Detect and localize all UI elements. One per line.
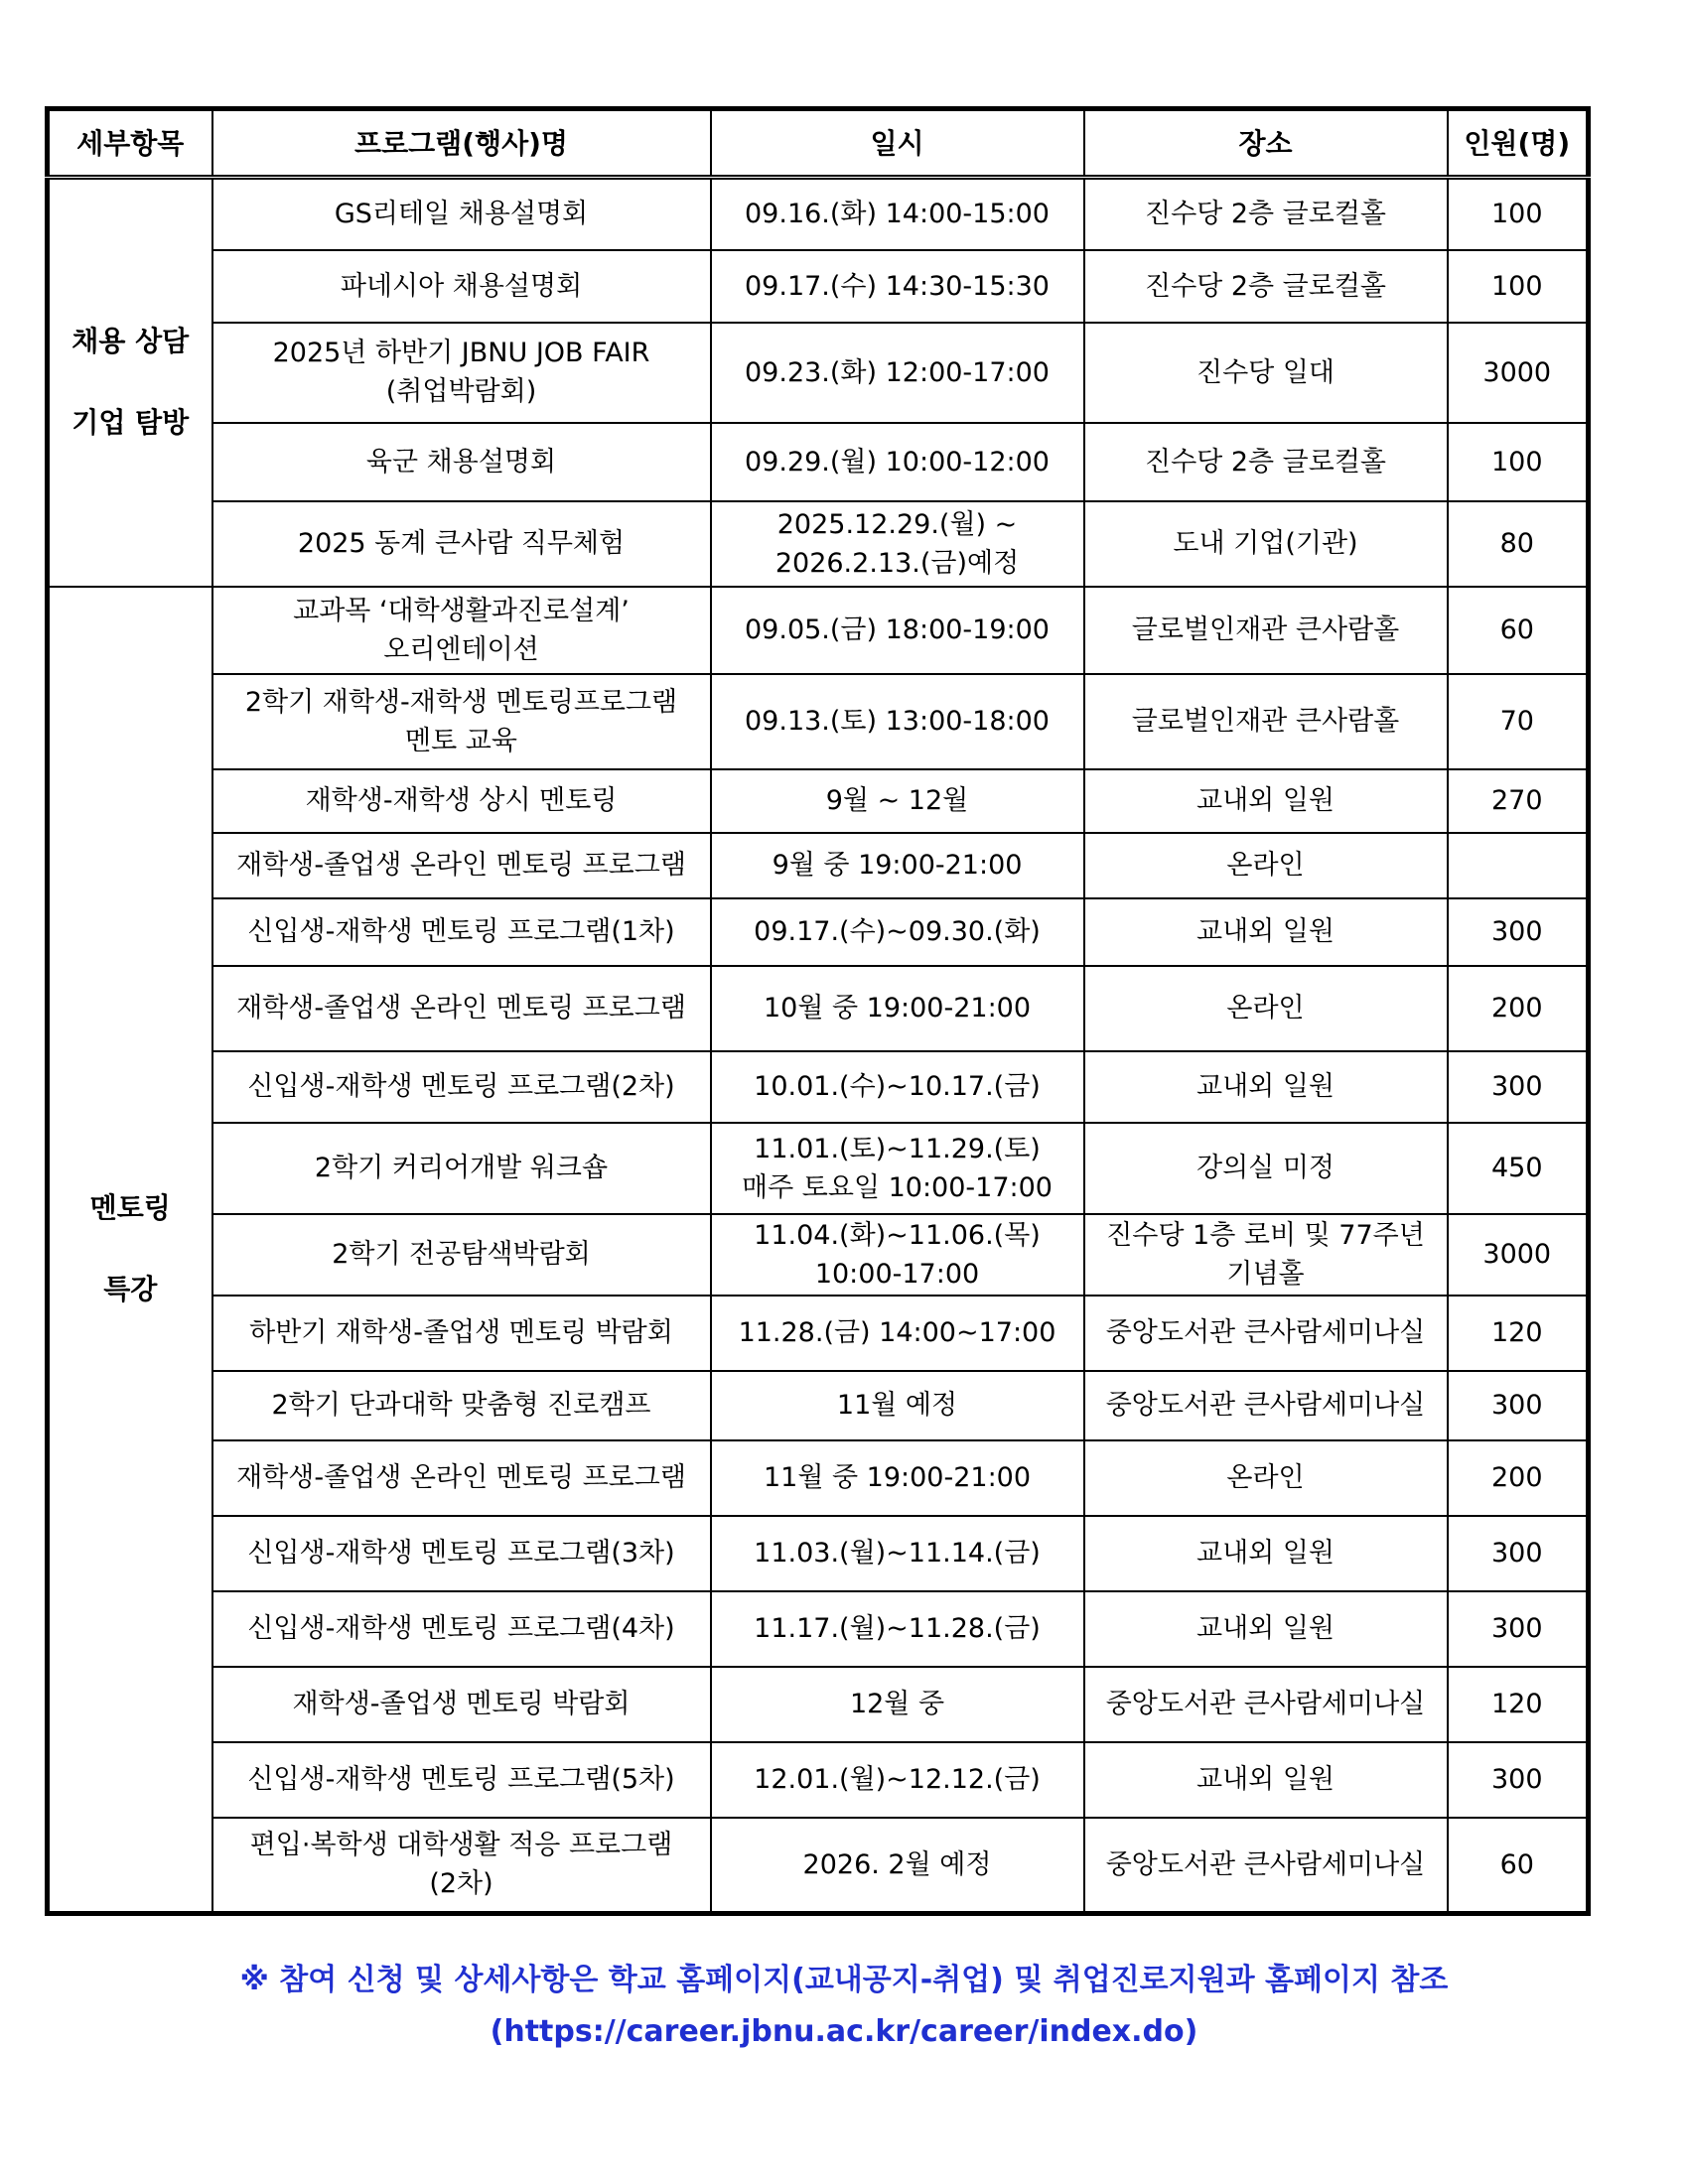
place-cell xyxy=(1084,1440,1448,1516)
count-cell: 200 xyxy=(1448,1440,1589,1516)
place-cell xyxy=(1084,1742,1448,1818)
program-cell xyxy=(212,501,711,587)
header-count: 인원(명) xyxy=(1448,109,1589,178)
place-cell xyxy=(1084,1516,1448,1591)
place-cell xyxy=(1084,1051,1448,1123)
cell-line: 오리엔테이션 xyxy=(383,633,539,665)
schedule-sheet xyxy=(45,106,1586,1916)
program-cell xyxy=(212,1818,711,1914)
table-row xyxy=(48,1123,1589,1214)
cell-line: 2학기 전공탐색박람회 xyxy=(332,1239,591,1270)
place-cell xyxy=(1084,323,1448,423)
cell-line: 09.16.(화) 14:00-15:00 xyxy=(745,199,1050,230)
count-cell: 60 xyxy=(1448,587,1589,674)
cell-line: 09.29.(월) 10:00-12:00 xyxy=(745,446,1050,478)
cell-line: 2학기 단과대학 맞춤형 진로캠프 xyxy=(271,1390,651,1421)
cell-line: 글로벌인재관 큰사람홀 xyxy=(1131,706,1400,737)
place-cell xyxy=(1084,501,1448,587)
cell-line: 재학생-졸업생 멘토링 박람회 xyxy=(292,1689,631,1719)
cell-line: 신입생-재학생 멘토링 프로그램(5차) xyxy=(247,1764,675,1795)
place-cell xyxy=(1084,966,1448,1051)
datetime-cell xyxy=(711,966,1084,1051)
place-cell xyxy=(1084,769,1448,833)
datetime-cell xyxy=(711,1742,1084,1818)
cell-line: 재학생-졸업생 온라인 멘토링 프로그램 xyxy=(236,850,686,881)
datetime-cell xyxy=(711,1051,1084,1123)
datetime-cell xyxy=(711,769,1084,833)
category-cell xyxy=(48,178,212,587)
count-cell: 300 xyxy=(1448,898,1589,966)
place-cell xyxy=(1084,1123,1448,1214)
table-row xyxy=(48,674,1589,769)
table-row xyxy=(48,1051,1589,1123)
datetime-cell xyxy=(711,587,1084,674)
cell-line: 11.03.(월)~11.14.(금) xyxy=(754,1538,1041,1569)
datetime-cell xyxy=(711,1371,1084,1440)
table-row xyxy=(48,966,1589,1051)
count-cell: 100 xyxy=(1448,178,1589,250)
datetime-cell xyxy=(711,674,1084,769)
cell-line: 멘토 교육 xyxy=(405,725,517,756)
program-cell xyxy=(212,898,711,966)
schedule-body xyxy=(48,178,1589,1914)
table-header-row xyxy=(48,109,1589,178)
datetime-cell xyxy=(711,1214,1084,1296)
cell-line: (2차) xyxy=(429,1868,493,1900)
count-cell: 120 xyxy=(1448,1667,1589,1742)
table-row xyxy=(48,423,1589,501)
count-cell: 200 xyxy=(1448,966,1589,1051)
cell-line: 기념홀 xyxy=(1226,1258,1305,1290)
cell-line: 재학생-졸업생 온라인 멘토링 프로그램 xyxy=(236,1462,686,1493)
table-row xyxy=(48,1214,1589,1296)
cell-line: 교과목 ‘대학생활과진로설계’ xyxy=(293,595,630,626)
cell-line: 09.17.(수) 14:30-15:30 xyxy=(745,270,1050,302)
program-cell xyxy=(212,1591,711,1667)
program-cell xyxy=(212,966,711,1051)
program-cell xyxy=(212,323,711,423)
count-cell: 100 xyxy=(1448,250,1589,323)
cell-line: 편입·복학생 대학생활 적응 프로그램 xyxy=(249,1830,673,1861)
cell-line: 중앙도서관 큰사람세미나실 xyxy=(1105,1689,1426,1719)
place-cell xyxy=(1084,1214,1448,1296)
table-row xyxy=(48,323,1589,423)
datetime-cell xyxy=(711,1667,1084,1742)
cell-line: 2학기 재학생-재학생 멘토링프로그램 xyxy=(244,686,678,718)
header-datetime: 일시 xyxy=(711,109,1084,178)
cell-line: 12.01.(월)~12.12.(금) xyxy=(754,1764,1041,1795)
program-cell xyxy=(212,1214,711,1296)
notice-line-1: ※ 참여 신청 및 상세사항은 학교 홈페이지(교내공지-취업) 및 취업진로지원과 홈페이지 참조 xyxy=(239,1963,1449,1997)
table-row xyxy=(48,1440,1589,1516)
cell-line: 신입생-재학생 멘토링 프로그램(3차) xyxy=(247,1538,675,1569)
datetime-cell xyxy=(711,323,1084,423)
cell-line: 2026. 2월 예정 xyxy=(802,1848,992,1880)
cell-line: 진수당 1층 로비 및 77주년 xyxy=(1106,1219,1425,1251)
table-row xyxy=(48,1667,1589,1742)
program-cell xyxy=(212,178,711,250)
notice-url: (https://career.jbnu.ac.kr/career/index.do) xyxy=(490,2014,1198,2049)
cell-line: 중앙도서관 큰사람세미나실 xyxy=(1105,1848,1426,1880)
count-cell: 300 xyxy=(1448,1051,1589,1123)
datetime-cell xyxy=(711,178,1084,250)
place-cell xyxy=(1084,1296,1448,1371)
place-cell xyxy=(1084,898,1448,966)
place-cell xyxy=(1084,1667,1448,1742)
cell-line: 글로벌인재관 큰사람홀 xyxy=(1131,614,1400,645)
cell-line: 강의실 미정 xyxy=(1196,1153,1335,1183)
category-cell xyxy=(48,587,212,1914)
program-cell xyxy=(212,1667,711,1742)
count-cell xyxy=(1448,833,1589,898)
cell-line: 하반기 재학생-졸업생 멘토링 박람회 xyxy=(249,1317,673,1348)
datetime-cell xyxy=(711,1123,1084,1214)
cell-line: 11.01.(토)~11.29.(토) xyxy=(754,1133,1041,1164)
cell-line: 09.05.(금) 18:00-19:00 xyxy=(745,614,1050,645)
schedule-table xyxy=(45,106,1591,1916)
place-cell xyxy=(1084,1591,1448,1667)
datetime-cell xyxy=(711,1591,1084,1667)
program-cell xyxy=(212,1516,711,1591)
header-place: 장소 xyxy=(1084,109,1448,178)
cell-line: 매주 토요일 10:00-17:00 xyxy=(742,1171,1053,1203)
count-cell: 3000 xyxy=(1448,323,1589,423)
datetime-cell xyxy=(711,898,1084,966)
cell-line: 진수당 일대 xyxy=(1196,356,1335,388)
cell-line: 신입생-재학생 멘토링 프로그램(1차) xyxy=(247,916,675,947)
cell-line: 11월 예정 xyxy=(836,1390,958,1421)
datetime-cell xyxy=(711,423,1084,501)
category-label: 채용 상담 xyxy=(71,325,190,358)
datetime-cell xyxy=(711,1440,1084,1516)
cell-line: 중앙도서관 큰사람세미나실 xyxy=(1105,1390,1426,1421)
program-cell xyxy=(212,833,711,898)
cell-line: 11월 중 19:00-21:00 xyxy=(763,1462,1032,1493)
cell-line: 신입생-재학생 멘토링 프로그램(2차) xyxy=(247,1071,675,1102)
program-cell xyxy=(212,250,711,323)
count-cell: 300 xyxy=(1448,1742,1589,1818)
cell-line: 도내 기업(기관) xyxy=(1173,528,1358,559)
count-cell: 80 xyxy=(1448,501,1589,587)
category-label: 특강 xyxy=(103,1273,158,1306)
cell-line: 2026.2.13.(금)예정 xyxy=(774,547,1020,579)
cell-line: 육군 채용설명회 xyxy=(365,446,557,478)
cell-line: 11.17.(월)~11.28.(금) xyxy=(754,1613,1041,1644)
cell-line: 2학기 커리어개발 워크숍 xyxy=(314,1153,609,1183)
cell-line: 11.04.(화)~11.06.(목) xyxy=(754,1219,1041,1251)
cell-line: 진수당 2층 글로컬홀 xyxy=(1145,199,1386,230)
cell-line: 12월 중 xyxy=(849,1689,945,1719)
cell-line: 09.13.(토) 13:00-18:00 xyxy=(745,706,1050,737)
place-cell xyxy=(1084,833,1448,898)
count-cell: 3000 xyxy=(1448,1214,1589,1296)
cell-line: 교내외 일원 xyxy=(1196,1613,1335,1644)
table-row xyxy=(48,1818,1589,1914)
table-row xyxy=(48,250,1589,323)
place-cell xyxy=(1084,587,1448,674)
count-cell: 60 xyxy=(1448,1818,1589,1914)
place-cell xyxy=(1084,178,1448,250)
cell-line: 2025.12.29.(월) ~ xyxy=(776,508,1018,540)
cell-line: 10:00-17:00 xyxy=(814,1258,980,1290)
datetime-cell xyxy=(711,250,1084,323)
table-row xyxy=(48,1516,1589,1591)
count-cell: 300 xyxy=(1448,1371,1589,1440)
datetime-cell xyxy=(711,1818,1084,1914)
cell-line: 9월 중 19:00-21:00 xyxy=(772,850,1023,881)
count-cell: 120 xyxy=(1448,1296,1589,1371)
program-cell xyxy=(212,1742,711,1818)
table-row xyxy=(48,1742,1589,1818)
place-cell xyxy=(1084,250,1448,323)
cell-line: GS리테일 채용설명회 xyxy=(334,199,589,230)
table-row xyxy=(48,1591,1589,1667)
program-cell xyxy=(212,674,711,769)
datetime-cell xyxy=(711,1516,1084,1591)
cell-line: 온라인 xyxy=(1226,850,1305,881)
program-cell xyxy=(212,1371,711,1440)
cell-line: 교내외 일원 xyxy=(1196,916,1335,947)
program-cell xyxy=(212,1123,711,1214)
place-cell xyxy=(1084,1371,1448,1440)
table-row xyxy=(48,769,1589,833)
count-cell: 70 xyxy=(1448,674,1589,769)
program-cell xyxy=(212,1296,711,1371)
count-cell: 300 xyxy=(1448,1516,1589,1591)
cell-line: 진수당 2층 글로컬홀 xyxy=(1145,446,1386,478)
table-row xyxy=(48,833,1589,898)
program-cell xyxy=(212,587,711,674)
category-label: 멘토링 xyxy=(89,1191,171,1225)
category-label: 기업 탐방 xyxy=(71,406,190,440)
program-cell xyxy=(212,1440,711,1516)
cell-line: 재학생-재학생 상시 멘토링 xyxy=(305,785,618,816)
table-row xyxy=(48,898,1589,966)
count-cell: 270 xyxy=(1448,769,1589,833)
header-program: 프로그램(행사)명 xyxy=(212,109,711,178)
cell-line: 교내외 일원 xyxy=(1196,785,1335,816)
place-cell xyxy=(1084,674,1448,769)
cell-line: 온라인 xyxy=(1226,1462,1305,1493)
cell-line: 파네시아 채용설명회 xyxy=(340,270,583,302)
table-row xyxy=(48,178,1589,250)
header-category: 세부항목 xyxy=(48,109,212,178)
cell-line: 재학생-졸업생 온라인 멘토링 프로그램 xyxy=(236,993,686,1024)
table-row xyxy=(48,501,1589,587)
cell-line: 09.17.(수)~09.30.(화) xyxy=(754,916,1041,947)
cell-line: (취업박람회) xyxy=(385,376,537,407)
count-cell: 450 xyxy=(1448,1123,1589,1214)
cell-line: 교내외 일원 xyxy=(1196,1538,1335,1569)
cell-line: 진수당 2층 글로컬홀 xyxy=(1145,270,1386,302)
datetime-cell xyxy=(711,1296,1084,1371)
program-cell xyxy=(212,423,711,501)
cell-line: 온라인 xyxy=(1226,993,1305,1024)
datetime-cell xyxy=(711,501,1084,587)
cell-line: 신입생-재학생 멘토링 프로그램(4차) xyxy=(247,1613,675,1644)
datetime-cell xyxy=(711,833,1084,898)
cell-line: 10월 중 19:00-21:00 xyxy=(763,993,1032,1024)
cell-line: 2025년 하반기 JBNU JOB FAIR xyxy=(272,338,650,368)
table-row xyxy=(48,1371,1589,1440)
place-cell xyxy=(1084,1818,1448,1914)
count-cell: 100 xyxy=(1448,423,1589,501)
program-cell xyxy=(212,769,711,833)
cell-line: 9월 ~ 12월 xyxy=(825,785,969,816)
cell-line: 중앙도서관 큰사람세미나실 xyxy=(1105,1317,1426,1348)
cell-line: 교내외 일원 xyxy=(1196,1764,1335,1795)
cell-line: 09.23.(화) 12:00-17:00 xyxy=(745,356,1050,388)
place-cell xyxy=(1084,423,1448,501)
cell-line: 교내외 일원 xyxy=(1196,1071,1335,1102)
program-cell xyxy=(212,1051,711,1123)
table-row xyxy=(48,587,1589,674)
cell-line: 2025 동계 큰사람 직무체험 xyxy=(297,528,626,559)
count-cell: 300 xyxy=(1448,1591,1589,1667)
cell-line: 11.28.(금) 14:00~17:00 xyxy=(738,1317,1056,1348)
cell-line: 10.01.(수)~10.17.(금) xyxy=(754,1071,1041,1102)
table-row xyxy=(48,1296,1589,1371)
